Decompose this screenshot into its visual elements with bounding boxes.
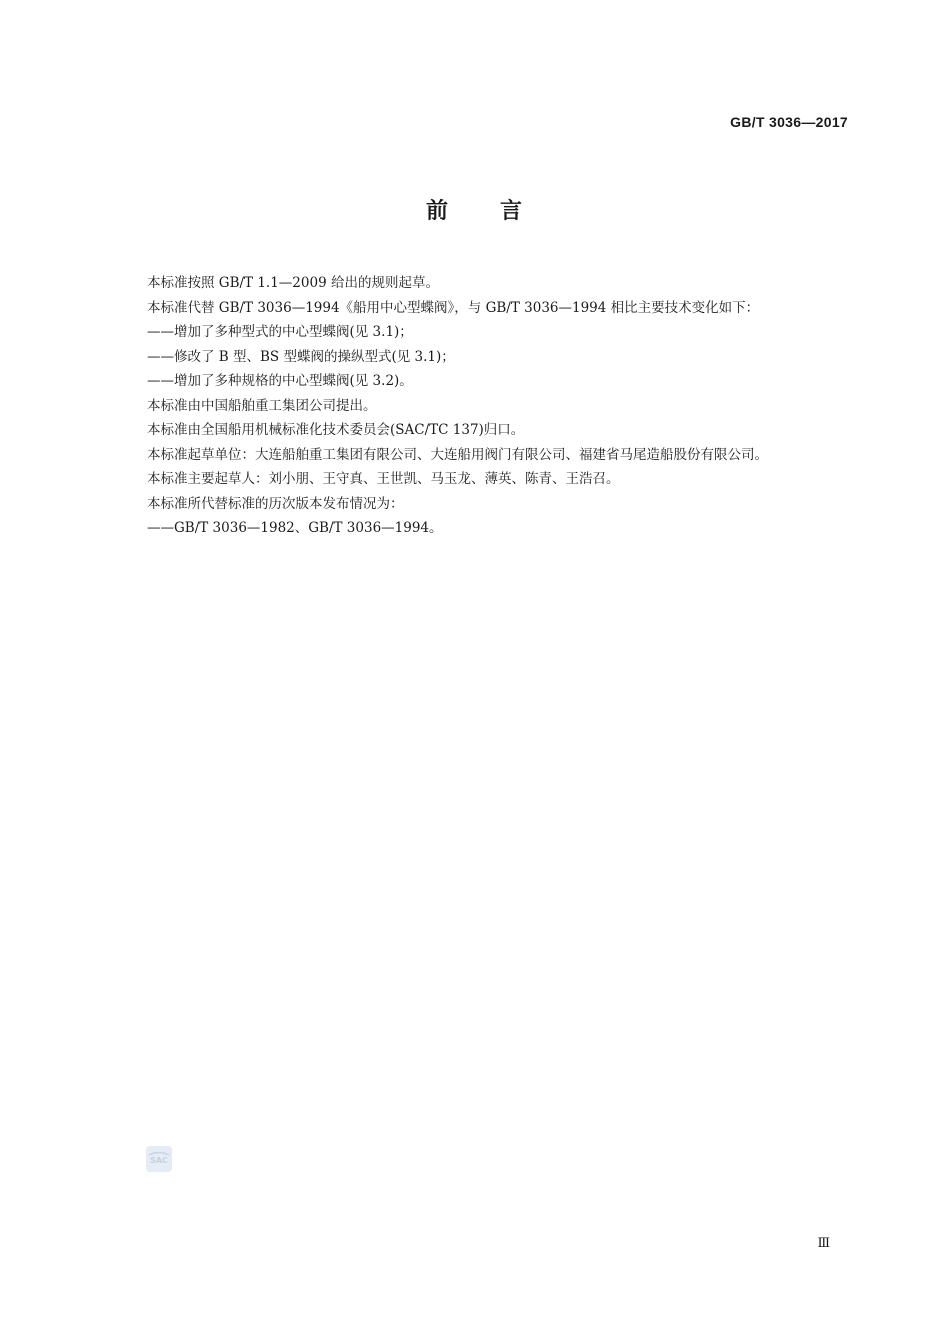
page-title-part-1: 前 — [425, 199, 450, 224]
change-item: ——修改了 B 型、BS 型蝶阀的操纵型式(见 3.1)； — [147, 348, 455, 365]
paragraph-history-intro: 本标准所代替标准的历次版本发布情况为： — [147, 495, 404, 512]
paragraph-drafters: 本标准主要起草人：刘小朋、王守真、王世凯、马玉龙、薄英、陈青、王浩召。 — [147, 471, 620, 487]
document-body — [114, 271, 850, 541]
page-title-part-2: 言 — [500, 199, 525, 224]
paragraph-drafting-rules: 本标准按照 GB/T 1.1—2009 给出的规则起草。 — [147, 275, 439, 291]
history-item: ——GB/T 3036—1982、GB/T 3036—1994。 — [147, 520, 443, 536]
paragraph-drafting-units: 本标准起草单位：大连船舶重工集团有限公司、大连船用阀门有限公司、福建省马尾造船股份有限公司。 — [147, 446, 768, 463]
sac-logo-icon — [146, 1146, 172, 1172]
standard-code: GB/T 3036—2017 — [730, 114, 848, 130]
paragraph-proposer: 本标准由中国船舶重工集团公司提出。 — [147, 397, 377, 414]
paragraph-committee: 本标准由全国船用机械标准化技术委员会(SAC/TC 137)归口。 — [147, 422, 525, 438]
page-title — [0, 194, 950, 225]
change-item: ——增加了多种规格的中心型蝶阀(见 3.2)。 — [147, 373, 413, 389]
svg-text:SAC: SAC — [150, 1156, 168, 1165]
page-number: Ⅲ — [817, 1236, 830, 1251]
sac-logo-graphic — [146, 1146, 172, 1172]
paragraph-replacement: 本标准代替 GB/T 3036—1994《船用中心型蝶阀》，与 GB/T 3036—1994 相比主要技术变化如下： — [147, 299, 760, 316]
change-item: ——增加了多种型式的中心型蝶阀(见 3.1)； — [147, 324, 413, 340]
